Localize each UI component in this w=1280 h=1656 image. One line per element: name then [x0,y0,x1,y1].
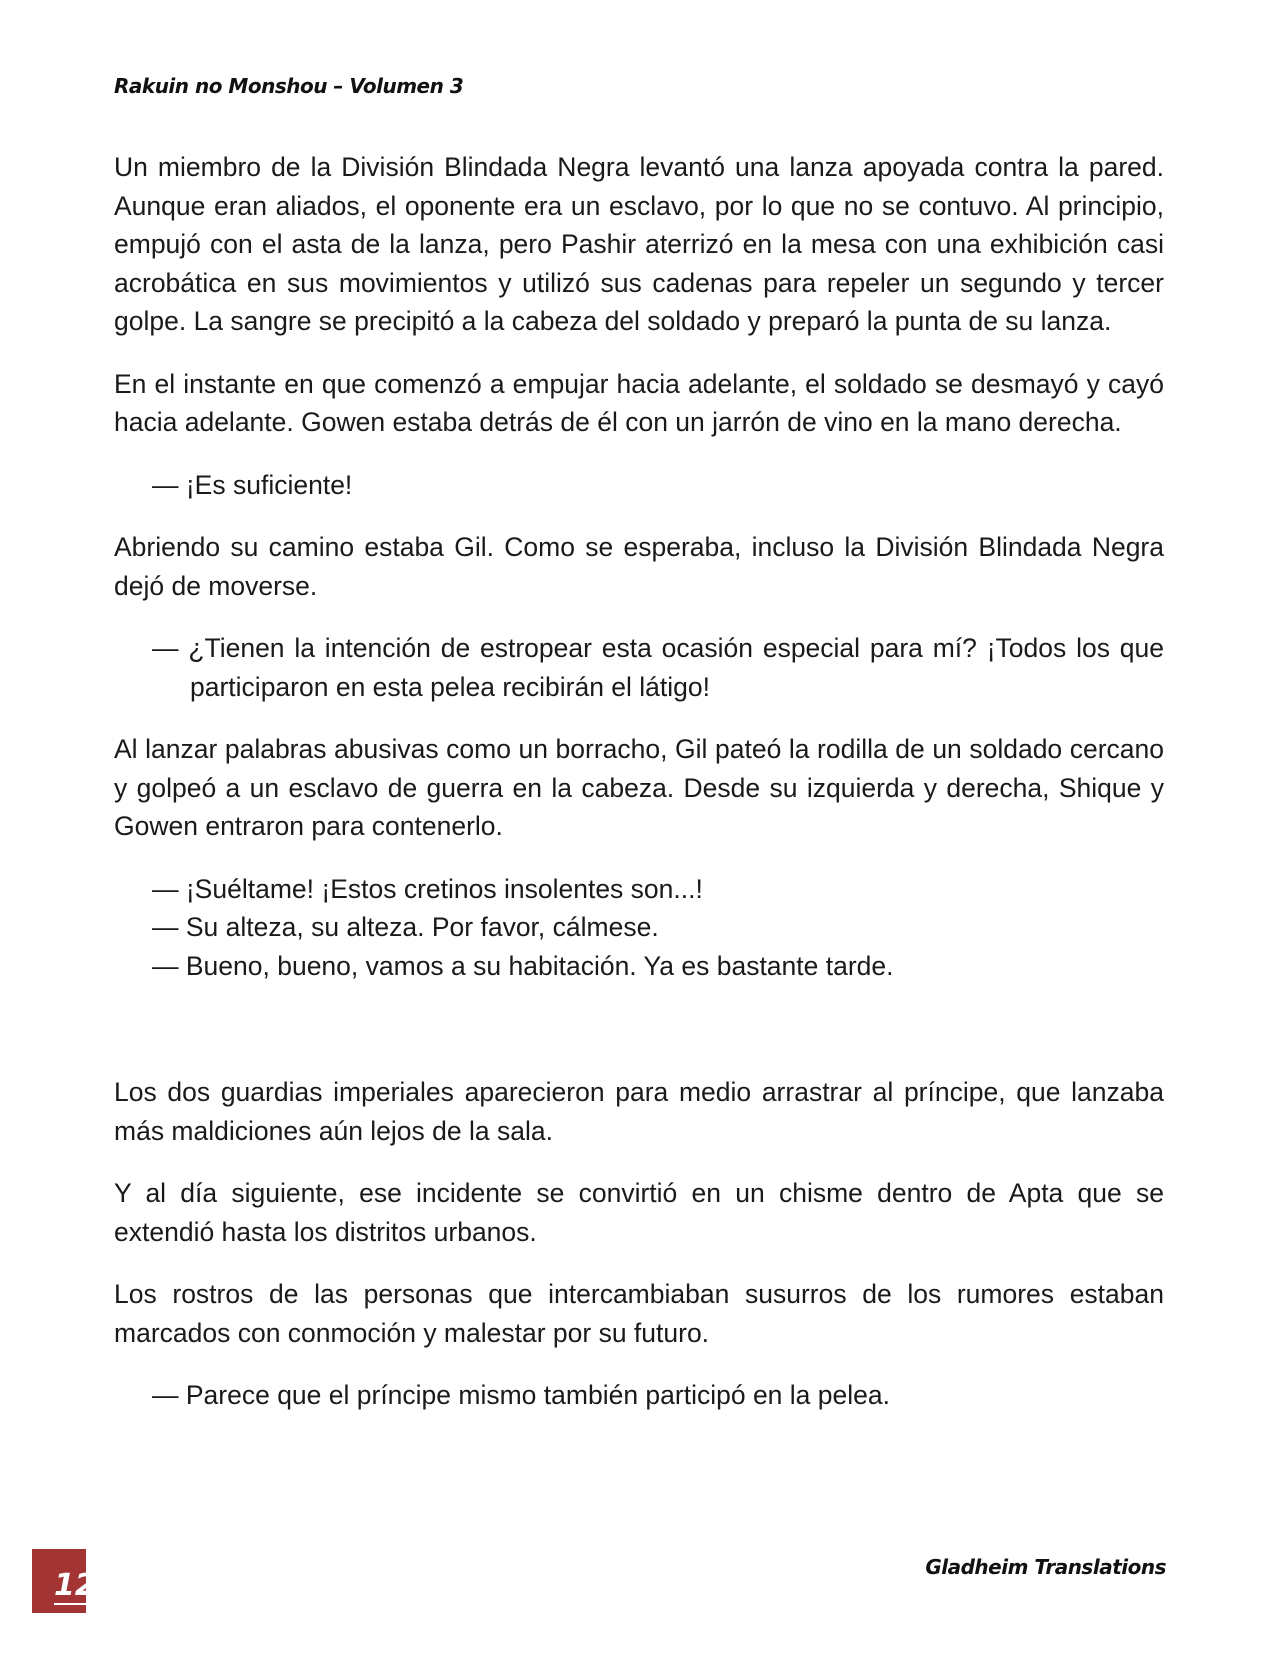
dialogue-block [114,466,1164,505]
page-number: 12 [54,1569,100,1605]
paragraph: Al lanzar palabras abusivas como un borracho, Gil pateó la rodilla de un soldado cercano y golpeó a un esclavo de guerra en la cabeza. Desde su izquierda y derecha, Shique y Gowen entraron para contenerlo. [114,734,1164,841]
dialogue-block [114,870,1164,986]
paragraph: Y al día siguiente, ese incidente se convirtió en un chisme dentro de Apta que se extendió hasta los distritos urbanos. [114,1178,1164,1247]
dialogue-line: — Parece que el príncipe mismo también participó en la pelea. [152,1380,890,1410]
paragraph: En el instante en que comenzó a empujar hacia adelante, el soldado se desmayó y cayó hacia adelante. Gowen estaba detrás de él con un jarrón de vino en la mano derecha. [114,368,1164,437]
dialogue-line: — Su alteza, su alteza. Por favor, cálmese. [152,912,659,942]
dialogue-block [114,629,1164,706]
paragraph: Los dos guardias imperiales aparecieron para medio arrastrar al príncipe, que lanzaba más maldiciones aún lejos de la sala. [114,1077,1164,1146]
dialogue-line: — ¡Es suficiente! [152,469,353,500]
footer-credit: Gladheim Translations [925,1555,1166,1579]
dialogue-line: — ¿Tienen la intención de estropear esta ocasión especial para mí? ¡Todos los que participaron en esta pelea recibirán el látigo! [152,633,1164,702]
paragraph: Un miembro de la División Blindada Negra levantó una lanza apoyada contra la pared. Aunque eran aliados, el oponente era un esclavo, por lo que no se contuvo. Al principio, empujó con el asta de la lanza, pero Pashir aterrizó en la mesa con una exhibición casi acrobática en sus movimientos y utilizó sus cadenas para repeler un segundo y tercer golpe. La sangre se precipitó a la cabeza del soldado y preparó la punta de su lanza. [114,152,1164,336]
page-body [114,148,1164,1439]
paragraph: Abriendo su camino estaba Gil. Como se esperaba, incluso la División Blindada Negra dejó de moverse. [114,532,1164,601]
paragraph: Los rostros de las personas que intercambiaban susurros de los rumores estaban marcados con conmoción y malestar por su futuro. [114,1279,1164,1348]
page-header-title: Rakuin no Monshou – Volumen 3 [114,74,464,98]
dialogue-line: — ¡Suéltame! ¡Estos cretinos insolentes son...! [152,873,703,904]
dialogue-block [114,1376,1164,1415]
dialogue-line: — Bueno, bueno, vamos a su habitación. Ya es bastante tarde. [152,950,894,981]
page-number-badge [32,1549,96,1613]
section-break [114,1009,1164,1073]
